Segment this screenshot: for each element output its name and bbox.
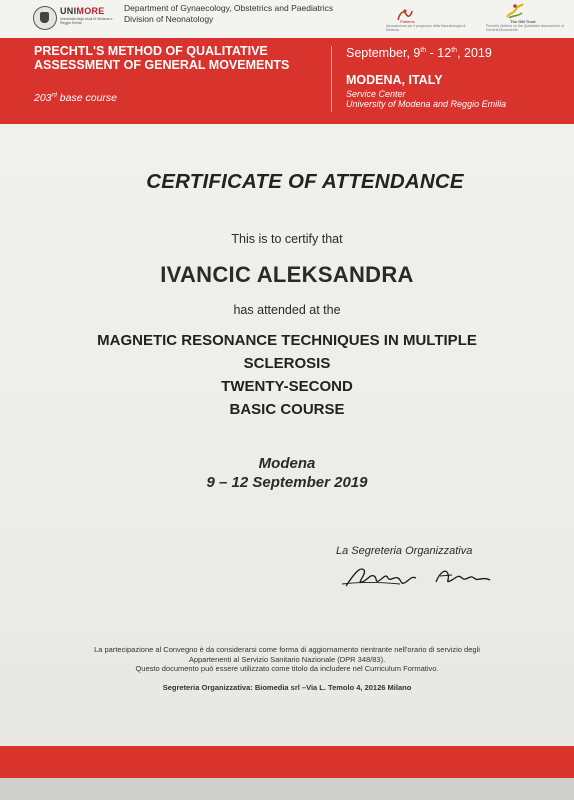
date-year: , 2019 bbox=[457, 46, 492, 60]
partner2-text: Prechtl's Method on the Qualitative Assessment of General Movements bbox=[486, 24, 564, 32]
venue-line: Service Center bbox=[346, 89, 406, 99]
header-strip bbox=[0, 0, 574, 38]
banner-divider bbox=[331, 46, 332, 112]
event-place: Modena bbox=[258, 455, 316, 472]
university-seal-icon bbox=[33, 6, 57, 30]
footer-shadow bbox=[0, 778, 574, 800]
organizer-address: Segreteria Organizzativa: Biomedia srl –Via L. Temolo 4, 20126 Milano bbox=[162, 683, 412, 692]
department-block bbox=[124, 3, 333, 24]
course-edition bbox=[34, 92, 117, 104]
legal-note bbox=[0, 645, 574, 674]
attendee-name: IVANCIC ALEKSANDRA bbox=[160, 262, 414, 287]
legal-note-line: Questo documento può essere utilizzato come titolo da includere nel Curriculum Formativo. bbox=[135, 664, 439, 673]
course-title-line: PRECHTL'S METHOD OF QUALITATIVE bbox=[34, 44, 268, 58]
edition-suffix: rd bbox=[51, 92, 57, 99]
legal-note-line: La partecipazione al Convegno è da considerarsi come forma di aggiornamento rientrante nell'orario di servizio degli bbox=[94, 645, 480, 654]
date-start: September, 9 bbox=[346, 46, 421, 60]
partner1-text: Associazione per il progresso della Neonatologia di Modena bbox=[386, 24, 466, 32]
course-title-line: ASSESSMENT OF GENERAL MOVEMENTS bbox=[34, 58, 290, 72]
university-subtitle: Università degli studi di Modena e Reggio Emilia bbox=[60, 17, 113, 25]
partner1-name: Patterns bbox=[400, 19, 415, 24]
university-name-accent: MORE bbox=[76, 6, 105, 16]
subject-line: TWENTY-SECOND bbox=[221, 378, 353, 395]
course-dates bbox=[346, 46, 492, 60]
handwritten-signature bbox=[340, 560, 500, 592]
edition-number: 203 bbox=[34, 92, 52, 104]
course-title bbox=[34, 44, 324, 72]
event-period: 9 – 12 September 2019 bbox=[206, 474, 368, 491]
subject-line: MAGNETIC RESONANCE TECHNIQUES IN MULTIPLE bbox=[97, 332, 477, 349]
course-city: MODENA, ITALY bbox=[346, 73, 443, 87]
certificate-title: CERTIFICATE OF ATTENDANCE bbox=[146, 170, 464, 193]
date-start-suffix: th bbox=[420, 46, 427, 54]
date-separator: - 12 bbox=[426, 46, 452, 60]
university-name-prefix: UNI bbox=[60, 6, 77, 16]
edition-label: base course bbox=[59, 92, 117, 104]
footer-red-band bbox=[0, 746, 574, 778]
partner2-name: The GM Trust bbox=[510, 19, 536, 24]
legal-note-line: Appartenenti al Servizio Sanitario Nazionale (DPR 348/83). bbox=[188, 654, 386, 664]
university-name bbox=[60, 6, 105, 16]
course-venue bbox=[346, 89, 506, 109]
course-subject bbox=[0, 329, 574, 421]
date-end-suffix: th bbox=[451, 46, 458, 54]
venue-line: University of Modena and Reggio Emilia bbox=[346, 99, 507, 109]
secretariat-label: La Segreteria Organizzativa bbox=[336, 545, 473, 557]
course-banner bbox=[0, 38, 574, 124]
division-line: Division of Neonatology bbox=[124, 13, 214, 24]
department-line: Department of Gynaecology, Obstetrics and Paediatrics bbox=[124, 3, 334, 13]
subject-line: BASIC COURSE bbox=[229, 401, 345, 418]
gm-trust-logo-icon bbox=[504, 2, 526, 20]
attended-text: has attended at the bbox=[233, 303, 341, 317]
subject-line: SCLEROSIS bbox=[243, 355, 331, 372]
certify-text: This is to certify that bbox=[231, 232, 343, 246]
